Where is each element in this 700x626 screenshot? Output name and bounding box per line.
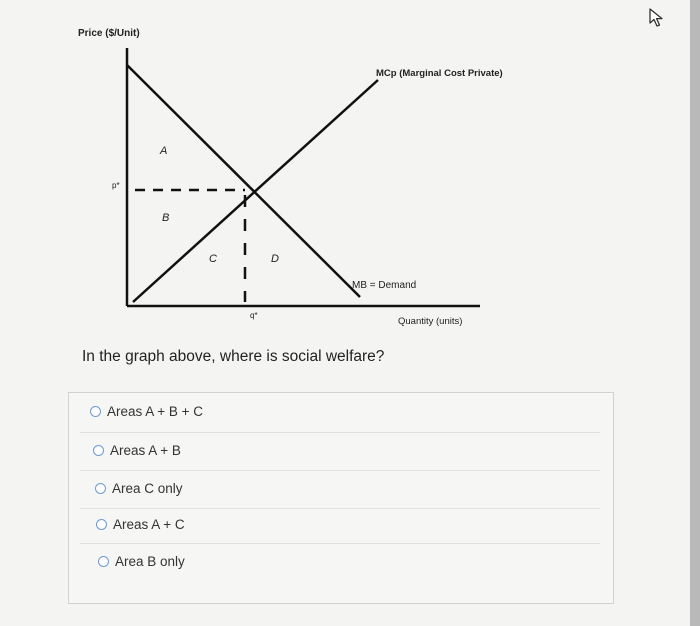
option-areas-a-b-c[interactable] — [90, 404, 203, 419]
option-area-b-only[interactable] — [98, 554, 185, 569]
supply-curve — [133, 80, 378, 302]
option-label: Area B only — [115, 554, 185, 569]
question-text: In the graph above, where is social welfare? — [82, 348, 385, 365]
area-b-label: B — [162, 212, 170, 224]
area-c-label: C — [209, 253, 217, 265]
quantity-label: q* — [250, 311, 258, 320]
option-divider — [80, 470, 600, 471]
option-divider — [80, 508, 600, 509]
x-axis-label: Quantity (units) — [398, 316, 463, 327]
radio-button[interactable] — [95, 483, 106, 494]
supply-label: MCp (Marginal Cost Private) — [376, 68, 503, 79]
radio-button[interactable] — [93, 445, 104, 456]
answer-options-panel — [68, 392, 614, 604]
option-area-c-only[interactable] — [95, 481, 183, 496]
radio-button[interactable] — [96, 519, 107, 530]
area-a-label: A — [160, 145, 168, 157]
area-d-label: D — [271, 253, 279, 265]
option-divider — [80, 543, 600, 544]
option-areas-a-c[interactable] — [96, 517, 185, 532]
mouse-pointer-icon — [648, 8, 666, 28]
option-label: Areas A + C — [113, 517, 185, 532]
radio-button[interactable] — [90, 406, 101, 417]
option-divider — [80, 432, 600, 433]
option-label: Areas A + B — [110, 443, 181, 458]
option-areas-a-b[interactable] — [93, 443, 181, 458]
price-label: p* — [112, 181, 120, 190]
option-label: Area C only — [112, 481, 183, 496]
demand-label: MB = Demand — [352, 280, 417, 291]
demand-curve — [127, 65, 360, 297]
radio-button[interactable] — [98, 556, 109, 567]
option-label: Areas A + B + C — [107, 404, 204, 419]
y-axis-label: Price ($/Unit) — [78, 28, 140, 39]
